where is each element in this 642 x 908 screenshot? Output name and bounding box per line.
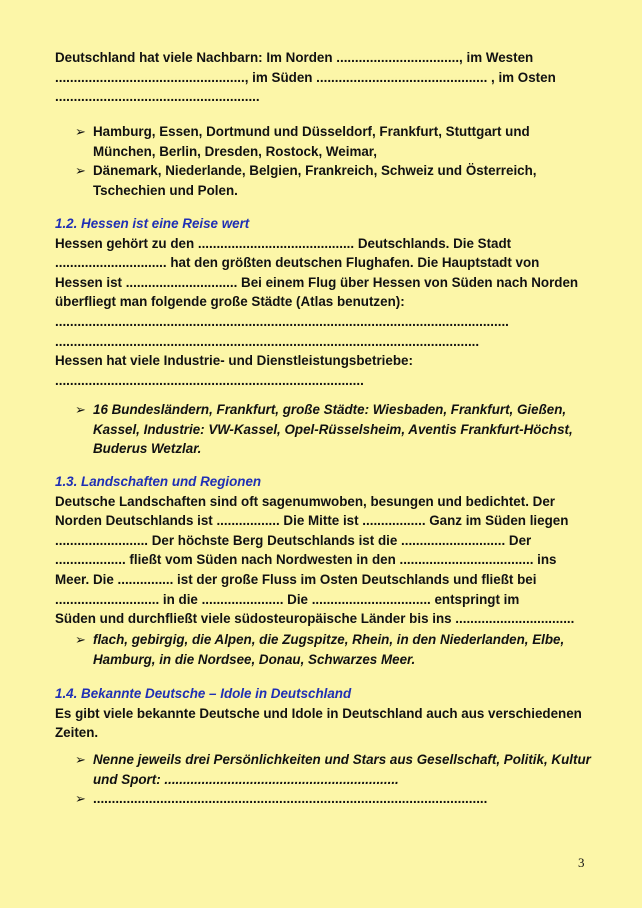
paragraph-line: .............................. hat den größten deutschen Flughafen. Die Hauptstadt von (55, 255, 540, 271)
list-item-line: Kassel, Industrie: VW-Kassel, Opel-Rüsselsheim, Aventis Frankfurt-Höchst, (93, 421, 573, 437)
answer-list (55, 400, 595, 459)
paragraph-line: ......................... Der höchste Berg Deutschlands ist die ............................ Der (55, 532, 532, 548)
arrow-bullet-icon: ➢ (75, 632, 86, 647)
list-item-line: Nenne jeweils drei Persönlichkeiten und Stars aus Gesellschaft, Politik, Kultur (93, 752, 591, 767)
list-item-line: Dänemark, Niederlande, Belgien, Frankreich, Schweiz und Österreich, (93, 163, 537, 179)
list-item (55, 750, 595, 789)
list-item-line: Hamburg, in die Nordsee, Donau, Schwarzes Meer. (93, 651, 416, 667)
arrow-bullet-icon: ➢ (75, 402, 86, 417)
list-item-line: München, Berlin, Dresden, Rostock, Weimar, (93, 143, 378, 159)
answer-list (55, 630, 595, 669)
paragraph-line: Zeiten. (55, 725, 99, 741)
section-hessen (55, 214, 595, 390)
list-item (55, 400, 595, 459)
intro-line: Deutschland hat viele Nachbarn: Im Norden ................................., im Westen (55, 50, 534, 65)
paragraph-line: Meer. Die ............... ist der große Fluss im Osten Deutschlands und fließt bei (55, 571, 537, 587)
paragraph-line: Hessen gehört zu den .......................................... Deutschlands. Die Stadt (55, 235, 512, 251)
arrow-bullet-icon: ➢ (75, 752, 86, 767)
list-item (55, 161, 595, 200)
neighbors-answer-list (55, 122, 595, 200)
answer-list (55, 122, 595, 200)
arrow-bullet-icon: ➢ (75, 163, 86, 179)
hessen-answer (55, 400, 595, 459)
page-number: 3 (578, 855, 585, 870)
task-list (55, 750, 595, 809)
list-item-line: flach, gebirgig, die Alpen, die Zugspitze, Rhein, in den Niederlanden, Elbe, (93, 632, 565, 647)
section-heading: 1.2. Hessen ist eine Reise wert (55, 216, 250, 231)
landschaften-answer (55, 630, 595, 669)
arrow-bullet-icon: ➢ (75, 791, 86, 807)
paragraph-line: überfliegt man folgende große Städte (Atlas benutzen): (55, 294, 405, 310)
section-bekannte-deutsche (55, 684, 595, 743)
paragraph-line: .................................................................................................................. (55, 333, 480, 349)
paragraph-line: ................................................................................... (55, 372, 364, 388)
list-item-line: .......................................................................................................... (93, 791, 488, 807)
intro-paragraph (55, 48, 595, 107)
paragraph-line: Hessen ist .............................. Bei einem Flug über Hessen von Süden nach Norden (55, 274, 579, 290)
list-item-line: Hamburg, Essen, Dortmund und Düsseldorf, Frankfurt, Stuttgart und (93, 124, 530, 139)
paragraph-line: Norden Deutschlands ist ................. Die Mitte ist ................. Ganz im Süden liegen (55, 513, 569, 529)
paragraph-line: Es gibt viele bekannte Deutsche und Idole in Deutschland auch aus verschiedenen (55, 705, 582, 721)
paragraph-line: Süden und durchfließt viele südosteuropäische Länder bis ins ................................ (55, 611, 575, 627)
list-item-line: Buderus Wetzlar. (93, 441, 202, 457)
intro-line: ..................................................., im Süden .............................................. , im Osten (55, 69, 556, 85)
section-landschaften (55, 472, 595, 629)
list-item-line: 16 Bundesländern, Frankfurt, große Städte: Wiesbaden, Frankfurt, Gießen, (93, 402, 567, 417)
list-item-line: Tschechien und Polen. (93, 182, 238, 198)
arrow-bullet-icon: ➢ (75, 124, 86, 139)
paragraph-line: Hessen hat viele Industrie- und Dienstleistungsbetriebe: (55, 353, 413, 369)
section-heading: 1.3. Landschaften und Regionen (55, 474, 262, 489)
paragraph-line: ................... fließt vom Süden nach Nordwesten in den .................................... ins (55, 552, 557, 568)
list-item (55, 630, 595, 669)
intro-line: ....................................................... (55, 89, 260, 105)
bekannte-deutsche-tasks (55, 750, 595, 809)
list-item (55, 789, 595, 809)
list-item-line: und Sport: ............................................................... (93, 771, 399, 787)
paragraph-line: .......................................................................................................................... (55, 313, 509, 329)
paragraph-line: ............................ in die ...................... Die ................................ entspringt im (55, 591, 520, 607)
paragraph-line: Deutsche Landschaften sind oft sagenumwoben, besungen und bedichtet. Der (55, 493, 555, 509)
list-item (55, 122, 595, 161)
section-heading: 1.4. Bekannte Deutsche – Idole in Deutschland (55, 686, 352, 701)
